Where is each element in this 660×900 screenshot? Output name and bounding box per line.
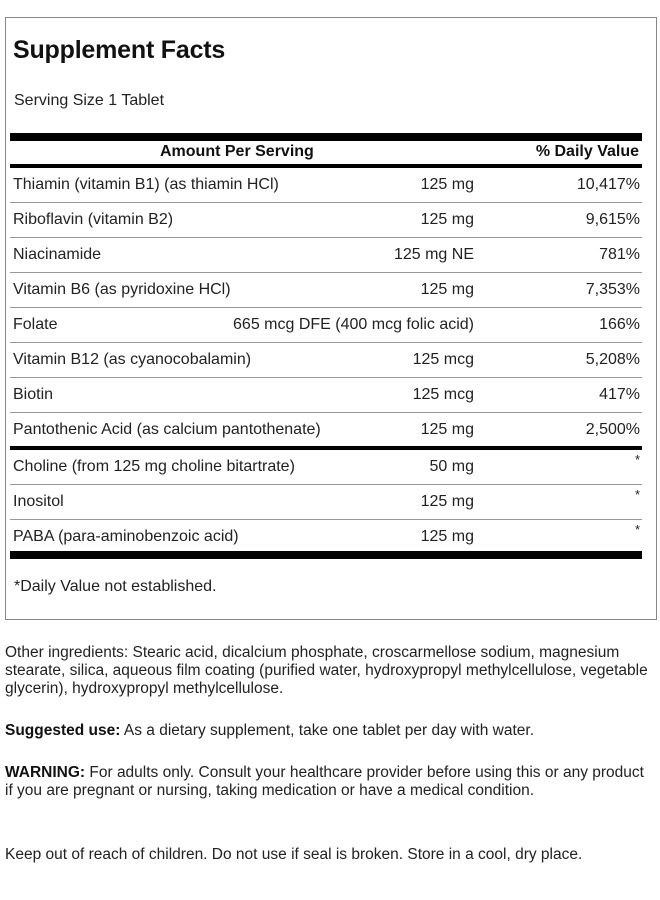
nutrient-row (10, 378, 642, 413)
nutrient-row (10, 343, 642, 378)
header-daily-value: % Daily Value (535, 143, 639, 160)
nutrient-amount: 50 mg (429, 458, 474, 475)
nutrient-name: Vitamin B12 (as cyanocobalamin) (13, 351, 252, 368)
serving-size: Serving Size 1 Tablet (14, 92, 165, 109)
nutrient-row (10, 450, 642, 485)
nutrient-name: Riboflavin (vitamin B2) (13, 211, 174, 228)
nutrient-daily-value: 417% (599, 386, 640, 403)
nutrient-row (10, 520, 642, 555)
nutrient-daily-value: 7,353% (585, 281, 640, 298)
nutrient-amount: 125 mg (420, 176, 474, 193)
nutrient-daily-value: 166% (599, 316, 640, 333)
warning-label: WARNING: (5, 764, 86, 781)
nutrient-name: Biotin (13, 386, 54, 403)
nutrient-name: Pantothenic Acid (as calcium pantothenate) (13, 421, 321, 438)
nutrient-name: Inositol (13, 493, 64, 510)
nutrient-row (10, 238, 642, 273)
nutrient-daily-value: * (634, 522, 640, 537)
bottom-thick-rule (10, 551, 642, 559)
nutrient-row (10, 308, 642, 343)
header-amount-per-serving: Amount Per Serving (160, 143, 314, 160)
suggested-use-text: As a dietary supplement, take one tablet per day with water. (120, 722, 534, 739)
nutrient-row (10, 413, 642, 448)
panel-title: Supplement Facts (13, 36, 226, 64)
nutrient-daily-value: * (634, 452, 640, 467)
warning-text: For adults only. Consult your healthcare provider before using this or any product if you are pregnant or nursing, taking medication or have a medical condition. (5, 764, 644, 799)
nutrient-daily-value: * (634, 487, 640, 502)
nutrient-daily-value: 9,615% (585, 211, 640, 228)
top-thick-rule (10, 133, 642, 141)
storage-instructions: Keep out of reach of children. Do not use if seal is broken. Store in a cool, dry place. (5, 846, 583, 863)
nutrient-amount: 125 mcg (412, 386, 474, 403)
nutrient-amount: 125 mg (420, 528, 474, 545)
warning (5, 764, 655, 800)
daily-value-footnote: *Daily Value not established. (14, 578, 217, 595)
suggested-use (5, 722, 655, 740)
nutrient-amount: 125 mg (420, 211, 474, 228)
nutrient-amount: 665 mcg DFE (400 mcg folic acid) (233, 316, 474, 333)
nutrient-row (10, 485, 642, 520)
other-ingredients: Other ingredients: Stearic acid, dicalcium phosphate, croscarmellose sodium, magnesium stearate, silica, aqueous film coating (purified water, hydroxypropyl methylcellulose, vegetable glycerin), hydroxypropyl methylcellulose. (5, 644, 648, 697)
nutrient-amount: 125 mg (420, 281, 474, 298)
nutrient-name: Folate (13, 316, 58, 333)
nutrient-amount: 125 mcg (412, 351, 474, 368)
nutrient-daily-value: 10,417% (576, 176, 640, 193)
nutrient-row (10, 168, 642, 203)
nutrient-name: Niacinamide (13, 246, 102, 263)
nutrient-row (10, 273, 642, 308)
nutrient-name: Vitamin B6 (as pyridoxine HCl) (13, 281, 231, 298)
nutrient-amount: 125 mg (420, 421, 474, 438)
nutrient-daily-value: 2,500% (585, 421, 640, 438)
nutrient-daily-value: 781% (599, 246, 640, 263)
nutrient-amount: 125 mg NE (393, 246, 474, 263)
nutrient-name: Choline (from 125 mg choline bitartrate) (13, 458, 295, 475)
nutrient-name: PABA (para-aminobenzoic acid) (13, 528, 239, 545)
nutrient-amount: 125 mg (420, 493, 474, 510)
nutrient-daily-value: 5,208% (585, 351, 640, 368)
nutrient-row (10, 203, 642, 238)
suggested-use-label: Suggested use: (5, 722, 121, 739)
nutrient-name: Thiamin (vitamin B1) (as thiamin HCl) (13, 176, 279, 193)
